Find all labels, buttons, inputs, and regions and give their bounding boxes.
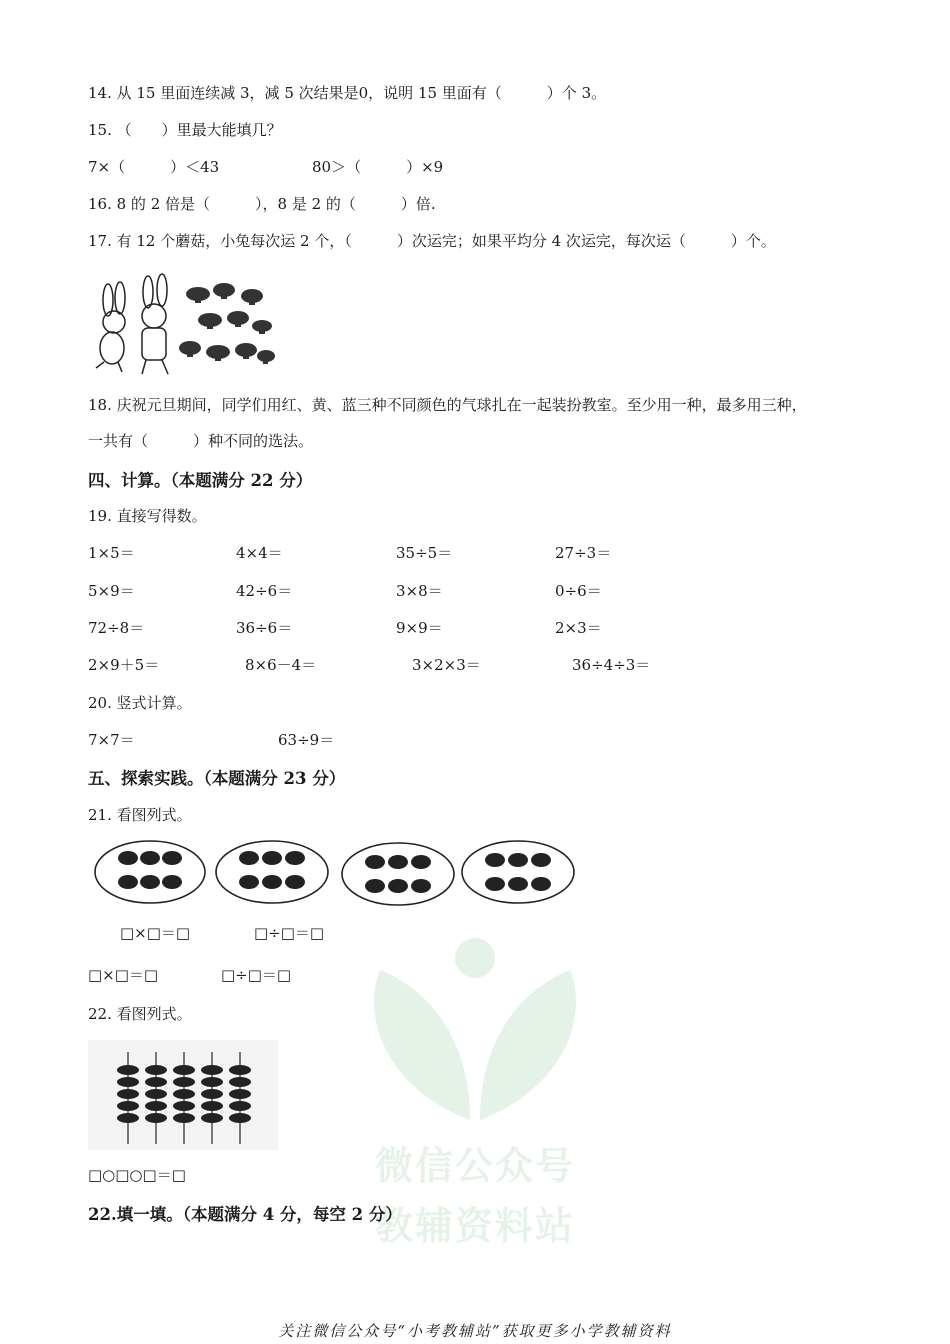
- question-22: 22. 看图列式。: [88, 1005, 192, 1023]
- question-18-line2: 一共有（ ）种不同的选法。: [88, 432, 314, 450]
- abacus-beads-illustration: [88, 1040, 278, 1150]
- question-20b: 63÷9＝: [278, 731, 335, 749]
- question-17: 17. 有 12 个蘑菇，小兔每次运 2 个，（ ）次运完；如果平均分 4 次运完，每次运（ ）个。: [88, 232, 776, 250]
- q21-formula-2: □÷□＝□: [254, 924, 325, 942]
- q21-formula-3: □×□＝□: [88, 966, 159, 984]
- calc-4-2: 8×6－4＝: [245, 656, 317, 674]
- q22-formula: □○□○□＝□: [88, 1166, 186, 1184]
- calc-1-4: 27÷3＝: [555, 544, 612, 562]
- question-20a: 7×7＝: [88, 731, 135, 749]
- section-5-heading: 五、探索实践。（本题满分 23 分）: [88, 769, 346, 788]
- question-15a: 7×（ ）＜43: [88, 158, 220, 176]
- question-20: 20. 竖式计算。: [88, 694, 192, 712]
- plate-3-icon: [342, 843, 454, 905]
- section-4-heading: 四、计算。（本题满分 22 分）: [88, 471, 313, 490]
- plate-2-icon: [216, 841, 328, 903]
- calc-2-4: 0÷6＝: [555, 582, 602, 600]
- calc-3-4: 2×3＝: [555, 619, 602, 637]
- plate-4-icon: [462, 841, 574, 903]
- q21-formula-4: □÷□＝□: [221, 966, 292, 984]
- plate-1-icon: [95, 841, 205, 903]
- calc-3-3: 9×9＝: [396, 619, 443, 637]
- question-14: 14. 从 15 里面连续减 3，减 5 次结果是0，说明 15 里面有（ ）个 3。: [88, 84, 607, 102]
- calc-3-1: 72÷8＝: [88, 619, 145, 637]
- calc-1-3: 35÷5＝: [396, 544, 453, 562]
- rabbit-right-icon: [142, 274, 168, 374]
- calc-2-3: 3×8＝: [396, 582, 443, 600]
- footer-note: 关注微信公众号“小考教辅站”获取更多小学教辅资料: [278, 1322, 672, 1340]
- watermark-text-1: 微信公众号: [374, 1144, 575, 1188]
- calc-2-1: 5×9＝: [88, 582, 135, 600]
- question-15b: 80＞（ ）×9: [312, 158, 444, 176]
- q21-formula-1: □×□＝□: [120, 924, 191, 942]
- watermark-text-2: 教辅资料站: [374, 1204, 575, 1248]
- apple-plates-illustration: [92, 838, 582, 908]
- calc-1-2: 4×4＝: [236, 544, 283, 562]
- question-16: 16. 8 的 2 倍是（ ），8 是 2 的（ ）倍.: [88, 195, 436, 213]
- calc-4-1: 2×9＋5＝: [88, 656, 160, 674]
- rabbit-left-icon: [96, 282, 125, 372]
- leaf-logo-icon: [350, 930, 600, 1130]
- mushrooms-icon: [179, 283, 275, 364]
- question-15: 15. （ ）里最大能填几？: [88, 121, 282, 139]
- calc-2-2: 42÷6＝: [236, 582, 293, 600]
- calc-1-1: 1×5＝: [88, 544, 135, 562]
- question-21: 21. 看图列式。: [88, 806, 192, 824]
- question-19: 19. 直接写得数。: [88, 507, 207, 525]
- calc-4-4: 36÷4÷3＝: [572, 656, 651, 674]
- calc-3-2: 36÷6＝: [236, 619, 293, 637]
- question-18-line1: 18. 庆祝元旦期间，同学们用红、黄、蓝三种不同颜色的气球扎在一起装扮教室。至少用一种，最多用三种，: [88, 396, 807, 414]
- rabbits-mushrooms-illustration: [86, 272, 276, 382]
- calc-4-3: 3×2×3＝: [412, 656, 481, 674]
- section-fill-heading: 22.填一填。（本题满分 4 分，每空 2 分）: [88, 1205, 402, 1224]
